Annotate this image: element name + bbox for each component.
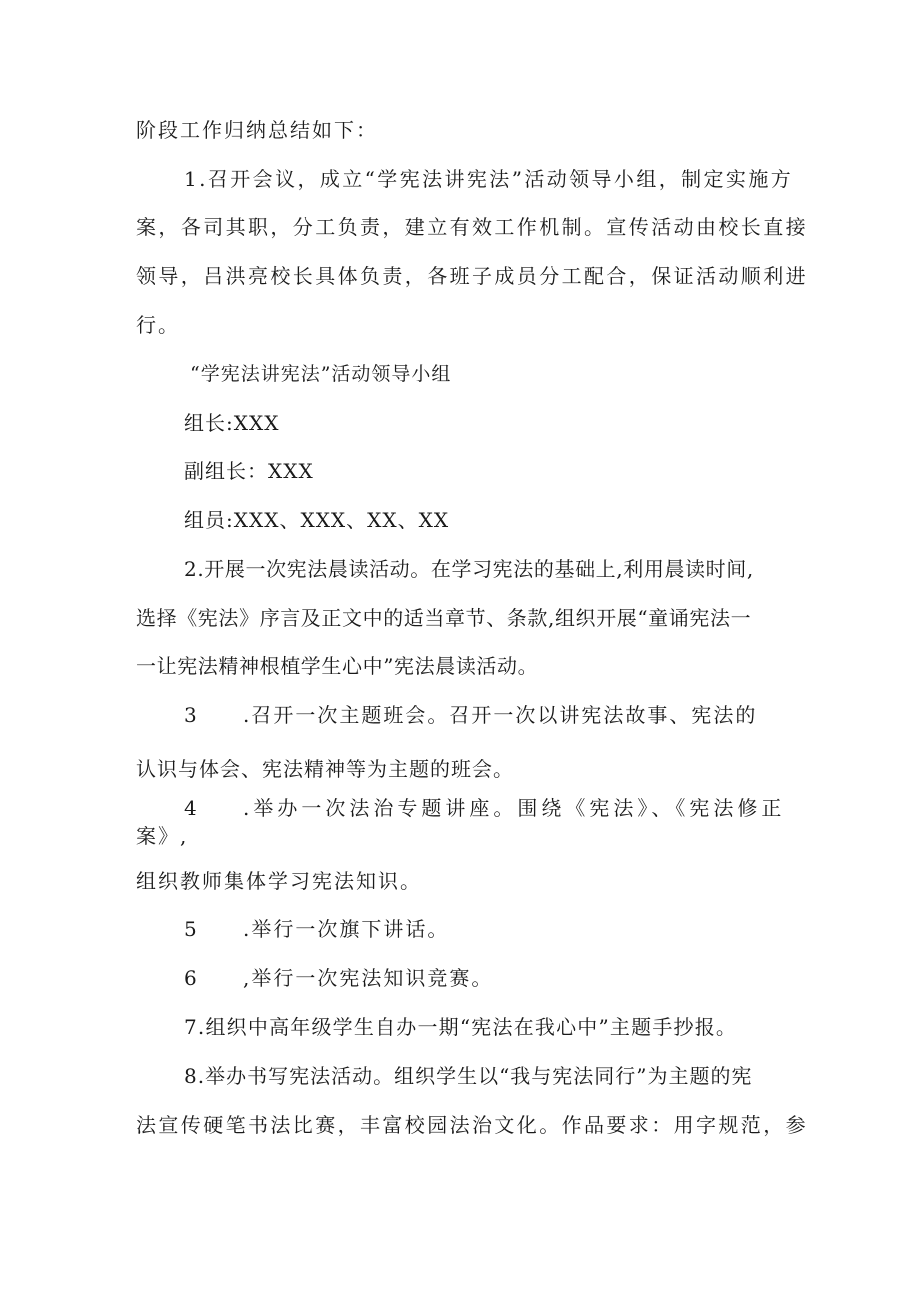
paragraph-item-8-line-1: 8.举办书写宪法活动。组织学生以“我与宪法同行”为主题的宪 [184, 1064, 753, 1088]
item-6-text: ,举行一次宪法知识竞赛。 [243, 966, 494, 990]
paragraph-item-7: 7.组织中高年级学生自办一期“宪法在我心中”主题手抄报。 [184, 1015, 738, 1039]
paragraph-item-1-line-2: 案，各司其职，分工负责，建立有效工作机制。宣传活动由校长直接 [136, 215, 808, 239]
group-title: “学宪法讲宪法”活动领导小组 [190, 363, 452, 385]
paragraph-item-1-line-3: 领导，吕洪亮校长具体负责，各班子成员分工配合，保证活动顺利进 [136, 264, 808, 288]
paragraph-item-1-line-1: 1.召开会议，成立“学宪法讲宪法”活动领导小组，制定实施方 [184, 167, 794, 191]
group-leader: 组长:XXX [184, 411, 280, 435]
item-5-text: .举行一次旗下讲话。 [243, 917, 450, 941]
item-3-text-line-1: .召开一次主题班会。召开一次以讲宪法故事、宪法的 [243, 703, 758, 727]
item-3-text-line-2: 认识与体会、宪法精神等为主题的班会。 [136, 757, 514, 781]
paragraph-item-2-line-2: 选择《宪法》序言及正文中的适当章节、条款,组织开展“童诵宪法一 [136, 606, 752, 630]
paragraph-item-2-line-1: 2.开展一次宪法晨读活动。在学习宪法的基础上,利用晨读时间, [184, 557, 754, 581]
item-4-text-line-2: 案》, [136, 824, 189, 848]
paragraph-item-1-line-4: 行。 [136, 313, 180, 337]
item-6-number: 6 [184, 966, 199, 990]
item-4-text-line-1: .举办一次法治专题讲座。围绕《宪法》、《宪法修正 [243, 796, 786, 820]
item-4-number: 4 [184, 796, 199, 820]
paragraph-item-2-line-3: 一让宪法精神根植学生心中”宪法晨读活动。 [136, 654, 539, 678]
item-5-number: 5 [184, 917, 199, 941]
group-deputy-leader: 副组长：XXX [184, 459, 314, 483]
paragraph-intro: 阶段工作归纳总结如下： [136, 118, 378, 142]
group-members: 组员:XXX、XXX、XX、XX [184, 508, 450, 532]
item-4-text-line-3: 组织教师集体学习宪法知识。 [136, 869, 422, 893]
item-3-number: 3 [184, 703, 199, 727]
paragraph-item-8-line-2: 法宣传硬笔书法比赛，丰富校园法治文化。作品要求：用字规范，参 [136, 1113, 808, 1137]
